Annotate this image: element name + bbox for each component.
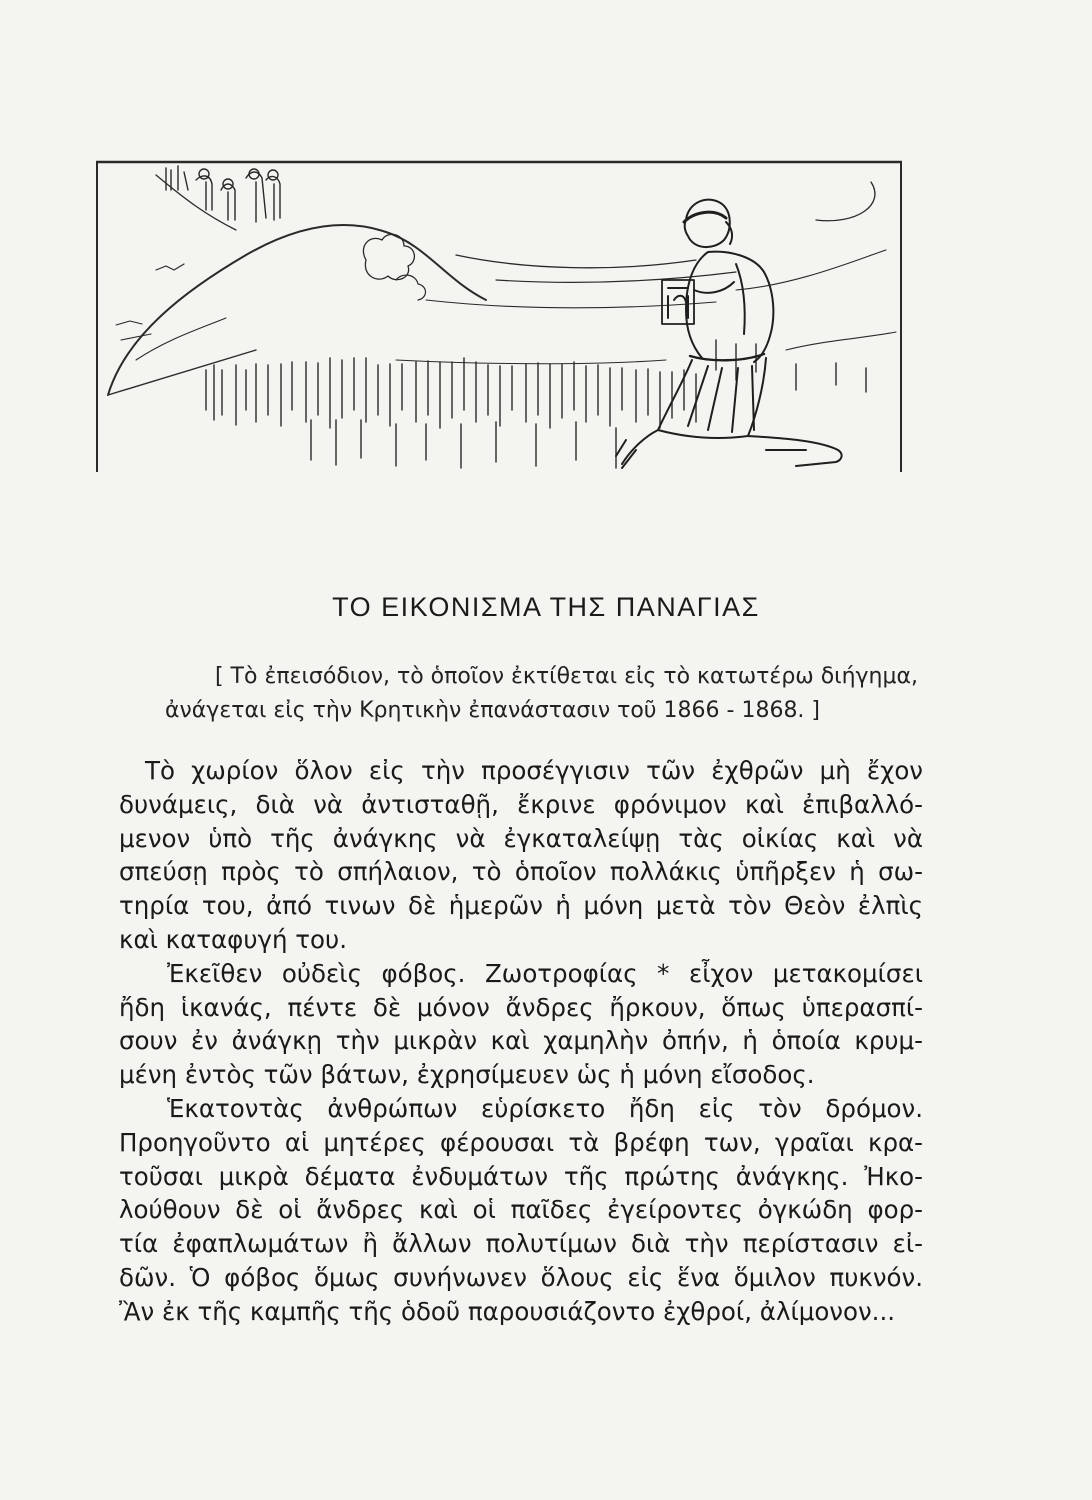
text-line: λούθουν δὲ οἱ ἄνδρες καὶ οἱ παῖδες ἐγείροντες ὀγκώδη φορ- bbox=[119, 1195, 923, 1225]
text-line: τηρία του, ἀπό τινων δὲ ἡμερῶν ἡ μόνη μετὰ τὸν Θεὸν ἐλπὶς bbox=[119, 891, 923, 921]
intro-note-line: ἀνάγεται εἰς τὴν Κρητικὴν ἐπανάστασιν τοῦ 1866 - 1868. ] bbox=[165, 698, 821, 723]
text-line: ἤδη ἱκανάς, πέντε δὲ μόνον ἄνδρες ἤρκουν, ὅπως ὑπερασπί- bbox=[119, 992, 923, 1022]
story-body bbox=[119, 754, 923, 1329]
story-title: ΤΟ ΕΙΚΟΝΙΣΜΑ ΤΗΣ ΠΑΝΑΓΙΑΣ bbox=[332, 592, 760, 622]
text-line: σπεύσῃ πρὸς τὸ σπήλαιον, τὸ ὁποῖον πολλάκις ὑπῆρξεν ἡ σω- bbox=[119, 857, 923, 887]
text-line: δῶν. Ὁ φόβος ὅμως συνήνωνεν ὅλους εἰς ἕνα ὅμιλον πυκνόν. bbox=[119, 1262, 923, 1292]
paragraph bbox=[119, 1092, 923, 1329]
illustration-boy-kneeling-with-icon bbox=[96, 160, 902, 472]
intro-note-line: [ Τὸ ἐπεισόδιον, τὸ ὁποῖον ἐκτίθεται εἰς τὸ κατωτέρω διήγημα, bbox=[214, 664, 918, 689]
text-line: σουν ἐν ἀνάγκῃ τὴν μικρὰν καὶ χαμηλὴν ὀπήν, ἡ ὁποία κρυμ- bbox=[119, 1026, 923, 1056]
text-line: μένη ἐντὸς τῶν βάτων, ἐχρησίμευεν ὡς ἡ μόνη εἴσοδος. bbox=[119, 1060, 815, 1090]
text-line: τία ἐφαπλωμάτων ἢ ἄλλων πολυτίμων διὰ τὴν περίστασιν εἰ- bbox=[119, 1229, 923, 1259]
text-line: δυνάμεις, διὰ νὰ ἀντισταθῇ, ἔκρινε φρόνιμον καὶ ἐπιβαλλό- bbox=[119, 789, 923, 819]
text-line: Ἂν ἐκ τῆς καμπῆς τῆς ὁδοῦ παρουσιάζοντο ἐχθροί, ἀλίμονον... bbox=[119, 1296, 896, 1326]
text-line: μενον ὑπὸ τῆς ἀνάγκης νὰ ἐγκαταλείψῃ τὰς οἰκίας καὶ νὰ bbox=[119, 823, 923, 853]
text-line: Τὸ χωρίον ὅλον εἰς τὴν προσέγγισιν τῶν ἐχθρῶν μὴ ἔχον bbox=[145, 756, 923, 785]
text-line: Ἐκεῖθεν οὐδεὶς φόβος. Ζωοτροφίας * εἶχον μετακομίσει bbox=[167, 958, 923, 988]
text-line: Ἑκατοντὰς ἀνθρώπων εὑρίσκετο ἤδη εἰς τὸν δρόμον. bbox=[167, 1093, 923, 1123]
text-line: Προηγοῦντο αἱ μητέρες φέρουσαι τὰ βρέφη των, γραῖαι κρα- bbox=[119, 1127, 923, 1157]
intro-note bbox=[155, 660, 930, 728]
text-line: τοῦσαι μικρὰ δέματα ἐνδυμάτων τῆς πρώτης ἀνάγκης. Ἠκο- bbox=[119, 1161, 923, 1191]
paragraph bbox=[119, 754, 923, 957]
text-line: καὶ καταφυγή του. bbox=[119, 924, 348, 954]
paragraph bbox=[119, 957, 923, 1092]
